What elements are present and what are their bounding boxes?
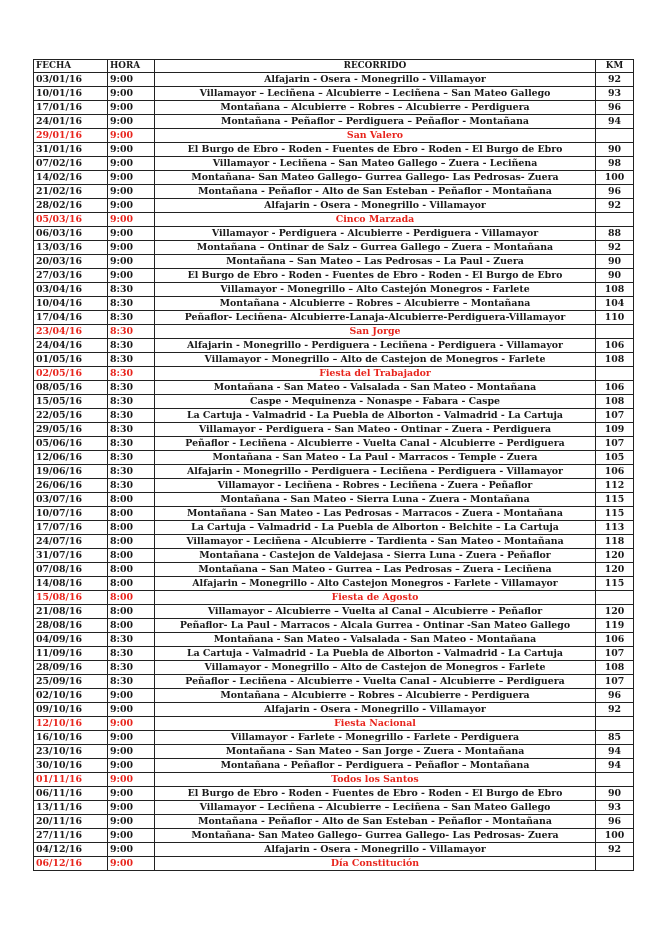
row-time: 8:30 [108,353,155,367]
row-route: Montañana - San Mateo - Valsalada - San Mateo - Montañana [155,633,596,647]
table-row [34,703,634,717]
row-time: 9:00 [108,185,155,199]
row-date: 04/12/16 [34,843,108,857]
row-date: 29/05/16 [34,423,108,437]
row-date: 03/01/16 [34,73,108,87]
row-km: 120 [596,605,634,619]
table-row [34,115,634,129]
row-route: Montañana- San Mateo Gallego– Gurrea Gallego- Las Pedrosas- Zuera [155,171,596,185]
row-route: Montañana- San Mateo Gallego– Gurrea Gallego- Las Pedrosas- Zuera [155,829,596,843]
row-route: Montañana - Peñaflor – Perdiguera – Peñaflor - Montañana [155,115,596,129]
row-time: 8:30 [108,339,155,353]
table-row [34,787,634,801]
row-route: Alfajarin – Monegrillo - Alto Castejon Monegros - Farlete - Villamayor [155,577,596,591]
row-route: Montañana - Alcubierre – Robres – Alcubierre – Montañana [155,297,596,311]
row-km: 106 [596,465,634,479]
table-row [34,157,634,171]
table-row [34,563,634,577]
row-time: 9:00 [108,157,155,171]
row-date: 05/03/16 [34,213,108,227]
row-time: 8:30 [108,325,155,339]
row-time: 8:00 [108,535,155,549]
table-row [34,479,634,493]
row-km: 108 [596,395,634,409]
row-date: 28/08/16 [34,619,108,633]
row-route: Caspe - Mequinenza - Nonaspe - Fabara - Caspe [155,395,596,409]
table-row [34,437,634,451]
row-route: Montañana – San Mateo – Las Pedrosas – La Paul - Zuera [155,255,596,269]
row-date: 02/10/16 [34,689,108,703]
holiday-row [34,367,634,381]
row-time: 8:30 [108,647,155,661]
row-time: 9:00 [108,815,155,829]
row-time: 9:00 [108,269,155,283]
table-row [34,577,634,591]
table-row [34,451,634,465]
holiday-row [34,213,634,227]
row-time: 9:00 [108,731,155,745]
row-km: 120 [596,563,634,577]
row-time: 8:00 [108,591,155,605]
row-km: 93 [596,87,634,101]
row-date: 09/10/16 [34,703,108,717]
row-km: 115 [596,507,634,521]
row-route: Montañana - San Mateo - Sierra Luna - Zuera - Montañana [155,493,596,507]
route-schedule-table [33,59,634,871]
row-route: La Cartuja – Valmadrid - La Puebla de Alborton - Belchite – La Cartuja [155,521,596,535]
table-row [34,101,634,115]
row-time: 9:00 [108,787,155,801]
table-row [34,339,634,353]
row-km: 96 [596,185,634,199]
row-time: 9:00 [108,255,155,269]
row-km: 90 [596,143,634,157]
row-date: 27/03/16 [34,269,108,283]
row-date: 14/02/16 [34,171,108,185]
row-date: 02/05/16 [34,367,108,381]
row-route: Montañana - San Mateo - La Paul - Marracos - Temple - Zuera [155,451,596,465]
row-date: 20/11/16 [34,815,108,829]
table-row [34,465,634,479]
row-route: Montañana – Ontinar de Salz – Gurrea Gallego – Zuera – Montañana [155,241,596,255]
row-date: 03/04/16 [34,283,108,297]
row-km: 92 [596,73,634,87]
row-route: Villamayor - Monegrillo – Alto de Castejon de Monegros - Farlete [155,661,596,675]
row-route: Villamayor – Alcubierre – Vuelta al Canal – Alcubierre - Peñaflor [155,605,596,619]
row-date: 20/03/16 [34,255,108,269]
row-time: 8:30 [108,451,155,465]
row-time: 9:00 [108,241,155,255]
row-date: 01/05/16 [34,353,108,367]
row-km: 92 [596,843,634,857]
row-km: 112 [596,479,634,493]
row-route: Villamayor - Farlete - Monegrillo - Farlete - Perdiguera [155,731,596,745]
table-row [34,731,634,745]
row-time: 9:00 [108,801,155,815]
row-route: Peñaflor- La Paul - Marracos - Alcala Gurrea - Ontinar -San Mateo Gallego [155,619,596,633]
row-date: 30/10/16 [34,759,108,773]
row-date: 13/11/16 [34,801,108,815]
table-row [34,353,634,367]
row-time: 9:00 [108,717,155,731]
row-route: Alfajarin - Monegrillo - Perdiguera - Leciñena - Perdiguera - Villamayor [155,465,596,479]
table-row [34,843,634,857]
row-date: 06/12/16 [34,857,108,871]
row-km [596,717,634,731]
row-km: 113 [596,521,634,535]
row-time: 9:00 [108,227,155,241]
row-date: 07/08/16 [34,563,108,577]
header-route: RECORRIDO [155,60,596,73]
row-date: 03/07/16 [34,493,108,507]
row-km: 104 [596,297,634,311]
row-km: 94 [596,759,634,773]
row-time: 9:00 [108,87,155,101]
row-time: 8:00 [108,605,155,619]
row-km: 100 [596,829,634,843]
row-time: 9:00 [108,199,155,213]
row-time: 9:00 [108,759,155,773]
row-date: 28/02/16 [34,199,108,213]
row-date: 15/05/16 [34,395,108,409]
row-time: 8:30 [108,633,155,647]
row-km: 108 [596,661,634,675]
row-time: 9:00 [108,129,155,143]
row-km: 120 [596,549,634,563]
row-route: Montañana - Castejon de Valdejasa - Sierra Luna - Zuera - Peñaflor [155,549,596,563]
table-row [34,647,634,661]
table-row [34,255,634,269]
row-time: 9:00 [108,115,155,129]
row-km [596,591,634,605]
row-km: 88 [596,227,634,241]
table-row [34,605,634,619]
row-time: 9:00 [108,143,155,157]
table-row [34,801,634,815]
table-row [34,381,634,395]
row-time: 9:00 [108,703,155,717]
table-row [34,171,634,185]
row-km: 106 [596,339,634,353]
row-date: 17/07/16 [34,521,108,535]
row-km: 108 [596,353,634,367]
row-route: Villamayor – Leciñena – Alcubierre – Leciñena – San Mateo Gallego [155,87,596,101]
row-time: 8:00 [108,507,155,521]
row-km: 93 [596,801,634,815]
table-row [34,297,634,311]
row-route: Alfajarin - Osera - Monegrillo - Villamayor [155,843,596,857]
row-km [596,857,634,871]
header-km: KM [596,60,634,73]
row-time: 8:00 [108,549,155,563]
row-date: 14/08/16 [34,577,108,591]
row-date: 22/05/16 [34,409,108,423]
row-route: Villamayor - Monegrillo – Alto Castejón Monegros - Farlete [155,283,596,297]
row-km [596,367,634,381]
row-date: 13/03/16 [34,241,108,255]
row-time: 8:30 [108,437,155,451]
table-row [34,619,634,633]
row-km: 115 [596,493,634,507]
row-km: 90 [596,269,634,283]
table-row [34,423,634,437]
row-date: 19/06/16 [34,465,108,479]
table-row [34,73,634,87]
row-km: 100 [596,171,634,185]
row-route: Villamayor - Perdiguera - Alcubierre - Perdiguera - Villamayor [155,227,596,241]
row-km: 105 [596,451,634,465]
row-route: La Cartuja - Valmadrid - La Puebla de Alborton - Valmadrid - La Cartuja [155,647,596,661]
row-route: Montañana – Alcubierre – Robres – Alcubierre - Perdiguera [155,689,596,703]
row-date: 16/10/16 [34,731,108,745]
row-route: El Burgo de Ebro - Roden - Fuentes de Ebro - Roden - El Burgo de Ebro [155,787,596,801]
row-time: 8:30 [108,423,155,437]
row-km: 115 [596,577,634,591]
row-time: 8:30 [108,395,155,409]
row-date: 27/11/16 [34,829,108,843]
row-date: 29/01/16 [34,129,108,143]
row-date: 10/07/16 [34,507,108,521]
row-km: 109 [596,423,634,437]
row-route: El Burgo de Ebro - Roden - Fuentes de Ebro - Roden - El Burgo de Ebro [155,269,596,283]
table-row [34,535,634,549]
row-km: 90 [596,255,634,269]
table-row [34,633,634,647]
table-row [34,311,634,325]
row-route: Peñaflor - Leciñena - Alcubierre - Vuelta Canal - Alcubierre – Perdiguera [155,437,596,451]
row-time: 8:30 [108,409,155,423]
header-date: FECHA [34,60,108,73]
row-route: La Cartuja - Valmadrid - La Puebla de Alborton - Valmadrid - La Cartuja [155,409,596,423]
row-km: 92 [596,241,634,255]
row-date: 12/06/16 [34,451,108,465]
table-row [34,549,634,563]
table-row [34,661,634,675]
row-route: Montañana - Peñaflor - Alto de San Esteban - Peñaflor - Montañana [155,185,596,199]
row-time: 8:30 [108,283,155,297]
row-date: 06/11/16 [34,787,108,801]
row-route: Montañana - Peñaflor – Perdiguera – Peñaflor – Montañana [155,759,596,773]
row-route: Villamayor - Leciñena - Robres - Leciñena - Zuera - Peñaflor [155,479,596,493]
table-row [34,87,634,101]
table-row [34,283,634,297]
table-row [34,185,634,199]
row-date: 23/04/16 [34,325,108,339]
table-row [34,507,634,521]
table-row [34,241,634,255]
table-row [34,689,634,703]
row-date: 28/09/16 [34,661,108,675]
holiday-row [34,773,634,787]
row-km: 96 [596,689,634,703]
table-row [34,409,634,423]
row-km: 107 [596,409,634,423]
row-route: San Valero [155,129,596,143]
row-date: 08/05/16 [34,381,108,395]
row-date: 06/03/16 [34,227,108,241]
row-route: Día Constitución [155,857,596,871]
table-row [34,227,634,241]
row-time: 8:30 [108,311,155,325]
row-time: 9:00 [108,829,155,843]
row-route: Peñaflor- Leciñena- Alcubierre-Lanaja-Alcubierre-Perdiguera-Villamayor [155,311,596,325]
row-route: Villamayor - Leciñena – San Mateo Gallego – Zuera - Leciñena [155,157,596,171]
row-date: 31/01/16 [34,143,108,157]
header-row [34,60,634,73]
holiday-row [34,857,634,871]
holiday-row [34,129,634,143]
row-time: 8:00 [108,577,155,591]
table-row [34,395,634,409]
table-row [34,269,634,283]
row-route: Cinco Marzada [155,213,596,227]
row-km: 94 [596,745,634,759]
table-row [34,815,634,829]
table-row [34,199,634,213]
row-route: Montañana - San Mateo - Valsalada - San Mateo - Montañana [155,381,596,395]
holiday-row [34,325,634,339]
row-route: Montañana - San Mateo - Las Pedrosas - Marracos - Zuera - Montañana [155,507,596,521]
row-time: 8:30 [108,297,155,311]
row-date: 07/02/16 [34,157,108,171]
row-route: Todos los Santos [155,773,596,787]
row-date: 17/01/16 [34,101,108,115]
row-route: Montañana – Alcubierre – Robres – Alcubierre - Perdiguera [155,101,596,115]
row-date: 24/01/16 [34,115,108,129]
row-date: 21/02/16 [34,185,108,199]
table-row [34,745,634,759]
row-date: 31/07/16 [34,549,108,563]
row-time: 9:00 [108,689,155,703]
row-date: 04/09/16 [34,633,108,647]
row-km: 92 [596,703,634,717]
row-route: Fiesta de Agosto [155,591,596,605]
row-km: 110 [596,311,634,325]
row-km: 107 [596,675,634,689]
row-time: 8:00 [108,493,155,507]
row-route: Villamayor - Perdiguera - San Mateo - Ontinar - Zuera - Perdiguera [155,423,596,437]
row-date: 25/09/16 [34,675,108,689]
row-km: 96 [596,101,634,115]
row-km: 94 [596,115,634,129]
row-route: Villamayor - Monegrillo – Alto de Castejon de Monegros - Farlete [155,353,596,367]
row-time: 9:00 [108,843,155,857]
row-route: Peñaflor - Leciñena - Alcubierre - Vuelta Canal - Alcubierre – Perdiguera [155,675,596,689]
row-time: 8:30 [108,661,155,675]
table-row [34,493,634,507]
row-date: 26/06/16 [34,479,108,493]
row-time: 9:00 [108,73,155,87]
row-km: 119 [596,619,634,633]
row-km [596,773,634,787]
row-time: 9:00 [108,773,155,787]
row-date: 05/06/16 [34,437,108,451]
row-date: 15/08/16 [34,591,108,605]
table-row [34,521,634,535]
row-date: 11/09/16 [34,647,108,661]
holiday-row [34,717,634,731]
table-row [34,759,634,773]
row-date: 17/04/16 [34,311,108,325]
row-time: 8:30 [108,675,155,689]
row-route: Alfajarin - Osera - Monegrillo - Villamayor [155,199,596,213]
row-km: 92 [596,199,634,213]
schedule-rows [34,73,634,871]
table-row [34,829,634,843]
row-km: 107 [596,437,634,451]
row-km: 90 [596,787,634,801]
row-km: 106 [596,381,634,395]
row-route: Fiesta Nacional [155,717,596,731]
row-date: 24/07/16 [34,535,108,549]
row-km: 108 [596,283,634,297]
row-time: 8:30 [108,381,155,395]
row-km: 96 [596,815,634,829]
row-route: Montañana - Peñaflor - Alto de San Esteban - Peñaflor - Montañana [155,815,596,829]
row-time: 8:30 [108,479,155,493]
row-date: 10/04/16 [34,297,108,311]
row-route: Fiesta del Trabajador [155,367,596,381]
row-route: Montañana – San Mateo - Gurrea – Las Pedrosas – Zuera - Leciñena [155,563,596,577]
row-time: 8:00 [108,619,155,633]
row-route: Montañana - San Mateo - San Jorge - Zuera - Montañana [155,745,596,759]
row-time: 8:30 [108,465,155,479]
row-time: 8:00 [108,521,155,535]
row-route: Villamayor - Leciñena - Alcubierre - Tardienta - San Mateo - Montañana [155,535,596,549]
table-row [34,675,634,689]
row-km: 98 [596,157,634,171]
row-date: 23/10/16 [34,745,108,759]
row-time: 8:00 [108,563,155,577]
row-date: 21/08/16 [34,605,108,619]
row-km [596,213,634,227]
row-km: 107 [596,647,634,661]
row-km: 118 [596,535,634,549]
row-route: El Burgo de Ebro - Roden - Fuentes de Ebro - Roden - El Burgo de Ebro [155,143,596,157]
row-time: 9:00 [108,101,155,115]
row-date: 12/10/16 [34,717,108,731]
row-route: Alfajarin - Monegrillo - Perdiguera - Leciñena - Perdiguera - Villamayor [155,339,596,353]
row-km: 106 [596,633,634,647]
table-row [34,143,634,157]
row-km [596,129,634,143]
row-route: San Jorge [155,325,596,339]
row-date: 01/11/16 [34,773,108,787]
row-time: 9:00 [108,857,155,871]
header-time: HORA [108,60,155,73]
row-time: 9:00 [108,213,155,227]
row-route: Villamayor – Leciñena – Alcubierre – Leciñena – San Mateo Gallego [155,801,596,815]
row-km: 85 [596,731,634,745]
row-time: 9:00 [108,171,155,185]
row-route: Alfajarin - Osera - Monegrillo - Villamayor [155,703,596,717]
row-time: 8:30 [108,367,155,381]
row-date: 10/01/16 [34,87,108,101]
holiday-row [34,591,634,605]
row-time: 9:00 [108,745,155,759]
row-km [596,325,634,339]
row-date: 24/04/16 [34,339,108,353]
row-route: Alfajarin - Osera - Monegrillo - Villamayor [155,73,596,87]
